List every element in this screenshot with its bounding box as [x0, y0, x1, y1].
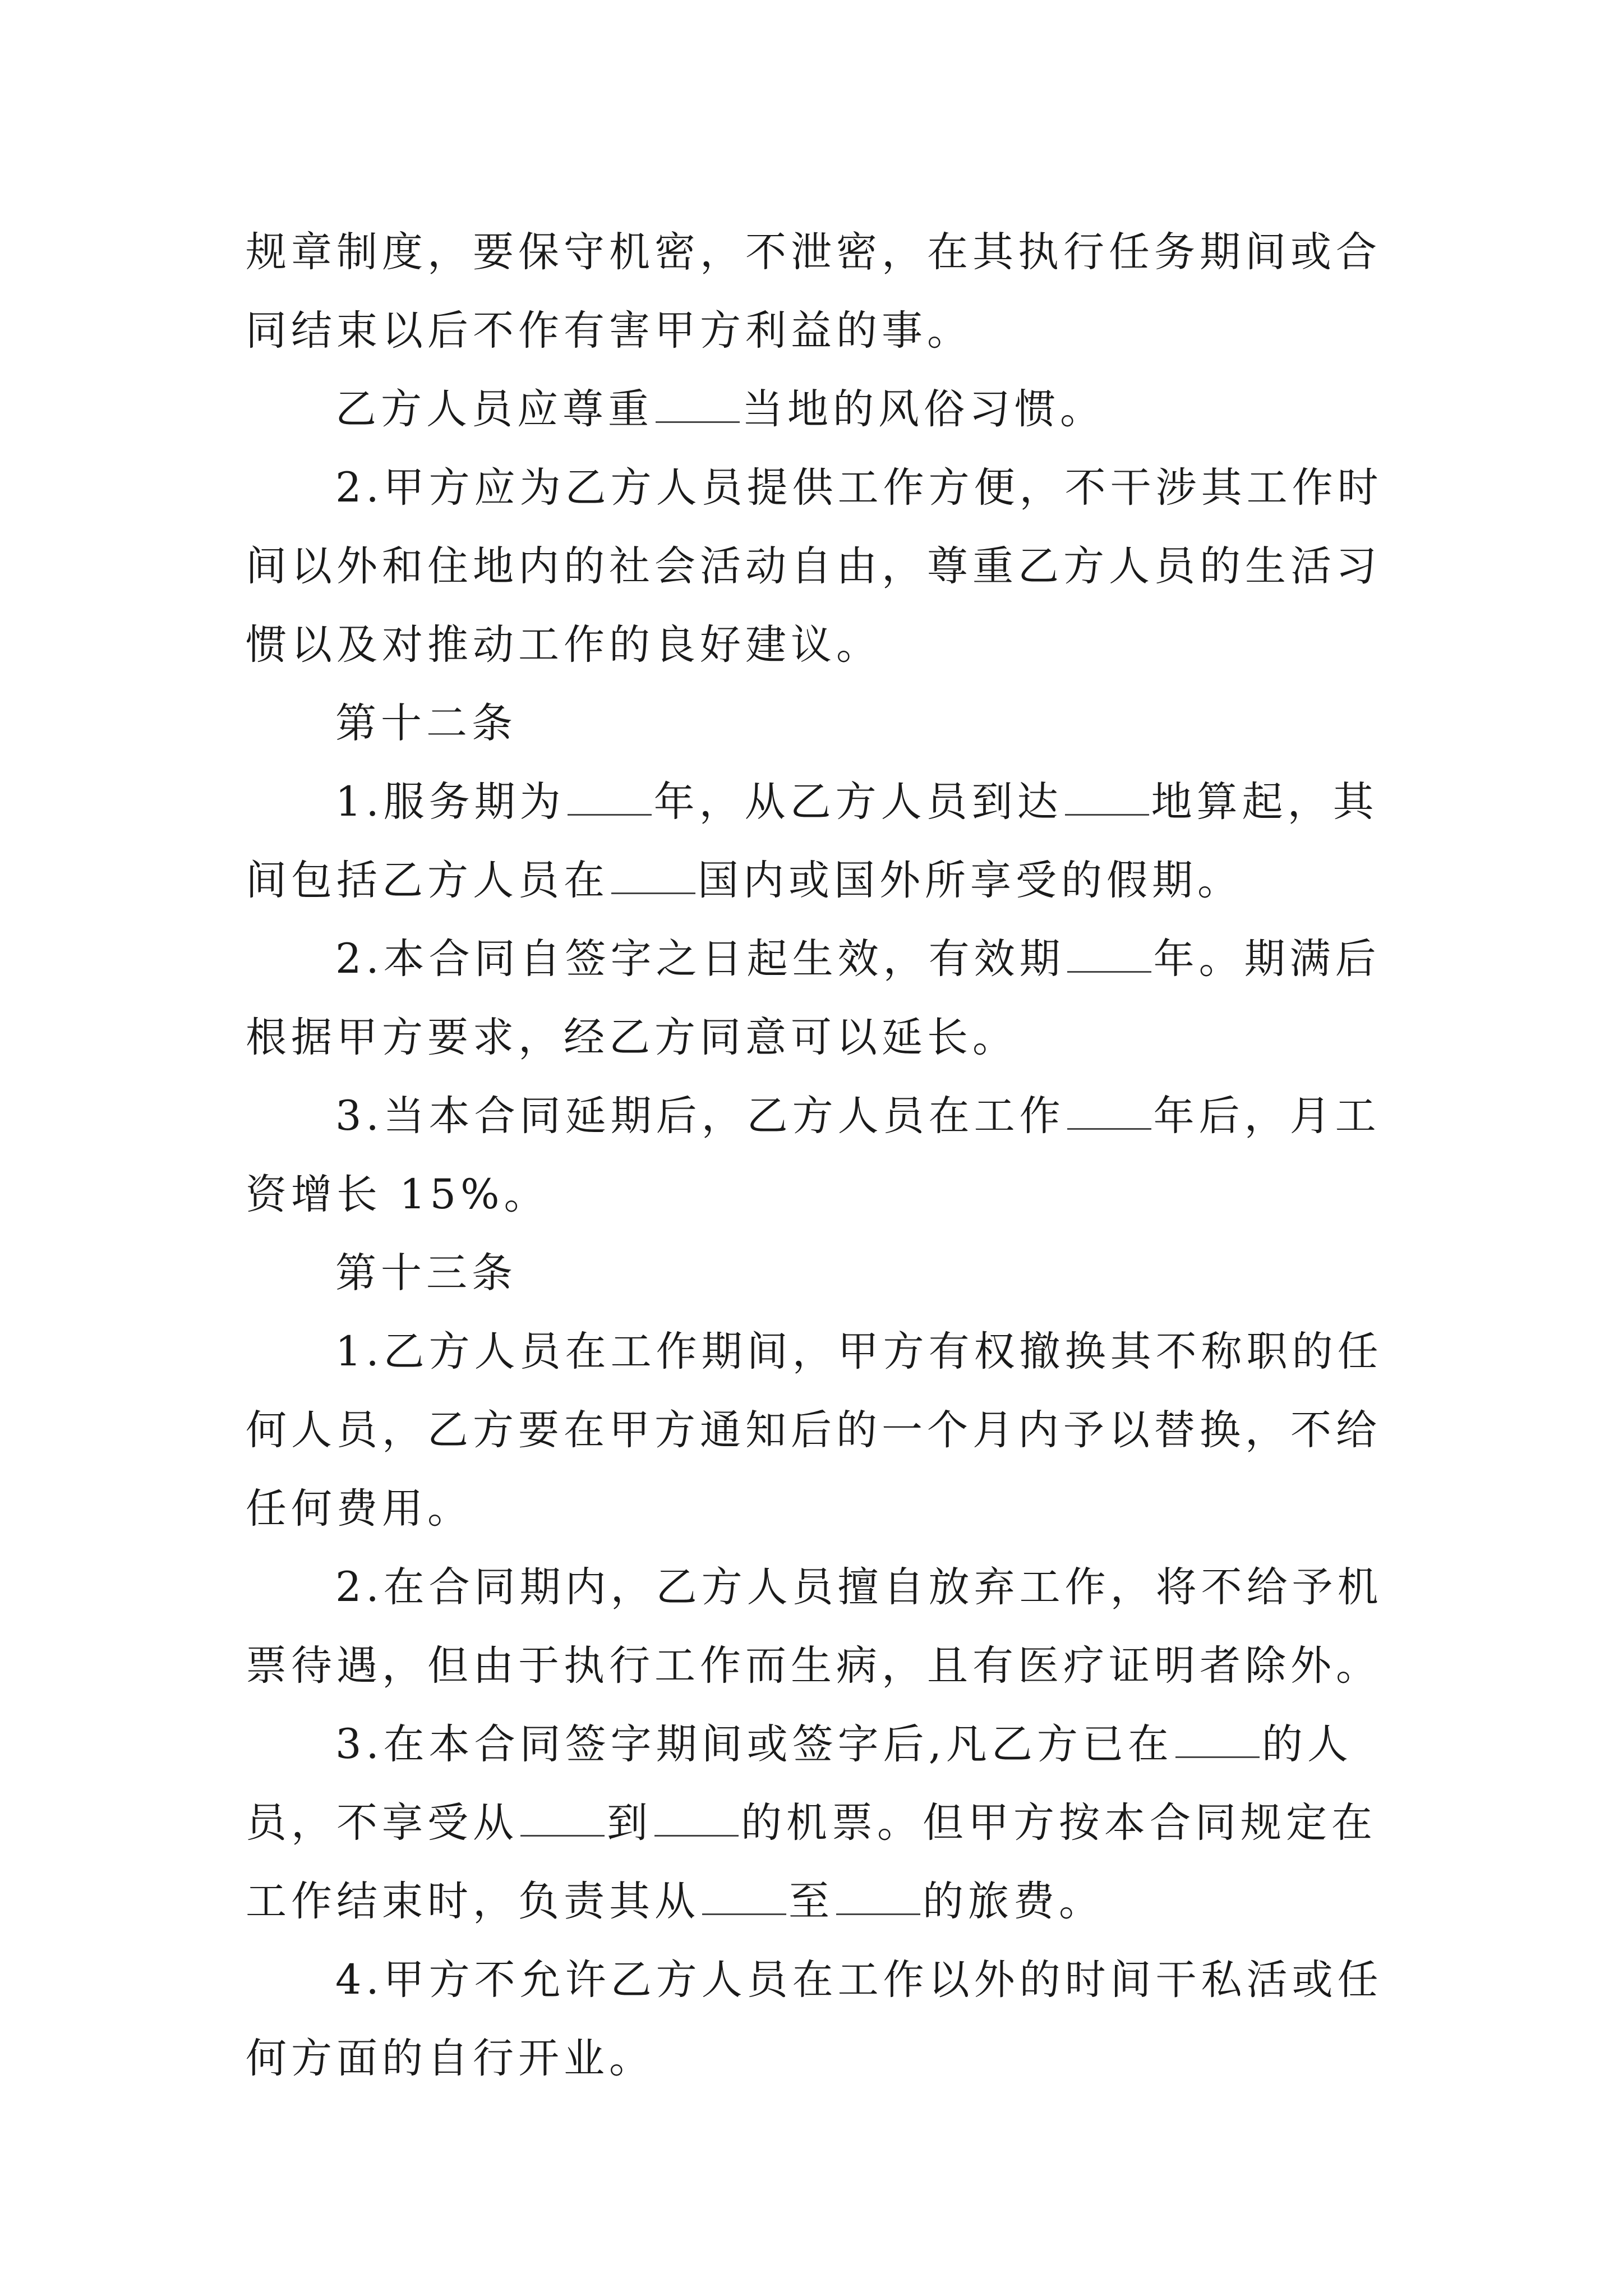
fill-in-blank [654, 1796, 739, 1837]
text-segment: 2.在合同期内，乙方人员擅自放弃工作，将不给予机票待遇，但由于执行工作而生病，且有医疗证明者除外。 [246, 1563, 1383, 1690]
paragraph-service-period [246, 763, 1384, 920]
text-segment: 规章制度，要保守机密，不泄密，在其执行任务期间或合同结束以后不作有害甲方利益的事。 [246, 228, 1381, 355]
text-segment: 至 [789, 1878, 834, 1925]
text-segment: 4.甲方不允许乙方人员在工作以外的时间干私活或任何方面的自行开业。 [246, 1956, 1383, 2082]
article-title: 第十二条 [335, 700, 517, 747]
text-segment: 地算起，其间包括乙方人员在 [246, 778, 1378, 904]
fill-in-blank [568, 775, 652, 816]
fill-in-blank [520, 1796, 605, 1837]
text-segment: 的旅费。 [923, 1878, 1104, 1925]
paragraph-abandon-work [246, 1548, 1384, 1705]
paragraph-regulations [246, 213, 1384, 370]
article-heading-12 [246, 684, 1384, 763]
paragraph-party-a-convenience [246, 449, 1384, 684]
text-segment: 年后，月工资增长 15%。 [246, 1092, 1381, 1218]
fill-in-blank [1065, 775, 1149, 816]
paragraph-replacement [246, 1313, 1384, 1548]
paragraph-salary-increase [246, 1077, 1384, 1234]
text-segment: 2.本合同自签字之日起生效，有效期 [335, 935, 1065, 983]
text-segment: 乙方人员应尊重 [335, 385, 653, 433]
paragraph-validity [246, 920, 1384, 1077]
article-title: 第十三条 [335, 1249, 517, 1297]
paragraph-customs [246, 370, 1384, 449]
text-segment: 3.当本合同延期后，乙方人员在工作 [335, 1092, 1065, 1140]
fill-in-blank [611, 854, 695, 894]
fill-in-blank [656, 383, 740, 423]
paragraph-private-work [246, 1941, 1384, 2098]
text-segment: 年，从乙方人员到达 [653, 778, 1063, 826]
text-segment: 国内或国外所享受的假期。 [698, 857, 1243, 904]
text-segment: 2.甲方应为乙方人员提供工作方便，不干涉其工作时间以外和住地内的社会活动自由，尊重乙方人员的生活习惯以及对推动工作的良好建议。 [246, 464, 1383, 669]
text-segment: 1.服务期为 [335, 778, 565, 826]
fill-in-blank [1067, 932, 1151, 973]
text-segment: 3.在本合同签字期间或签字后,凡乙方已在 [335, 1720, 1173, 1768]
text-segment: 当地的风俗习惯。 [742, 385, 1105, 433]
fill-in-blank [1175, 1718, 1260, 1758]
article-heading-13 [246, 1234, 1384, 1313]
text-segment: 的机票。但甲方按本合同规定在工作结束时，负责其从 [246, 1799, 1377, 1925]
text-segment: 1.乙方人员在工作期间，甲方有权撤换其不称职的任何人员，乙方要在甲方通知后的一个月内予以替换，不给任何费用。 [246, 1328, 1383, 1533]
document-body [246, 213, 1384, 2098]
fill-in-blank [1067, 1089, 1151, 1130]
fill-in-blank [836, 1875, 920, 1915]
text-segment: 的人员，不享受从 [246, 1720, 1353, 1847]
fill-in-blank [702, 1875, 786, 1915]
text-segment: 年。期满后根据甲方要求，经乙方同意可以延长。 [246, 935, 1381, 1061]
text-segment: 到 [607, 1799, 652, 1847]
paragraph-tickets [246, 1705, 1384, 1941]
